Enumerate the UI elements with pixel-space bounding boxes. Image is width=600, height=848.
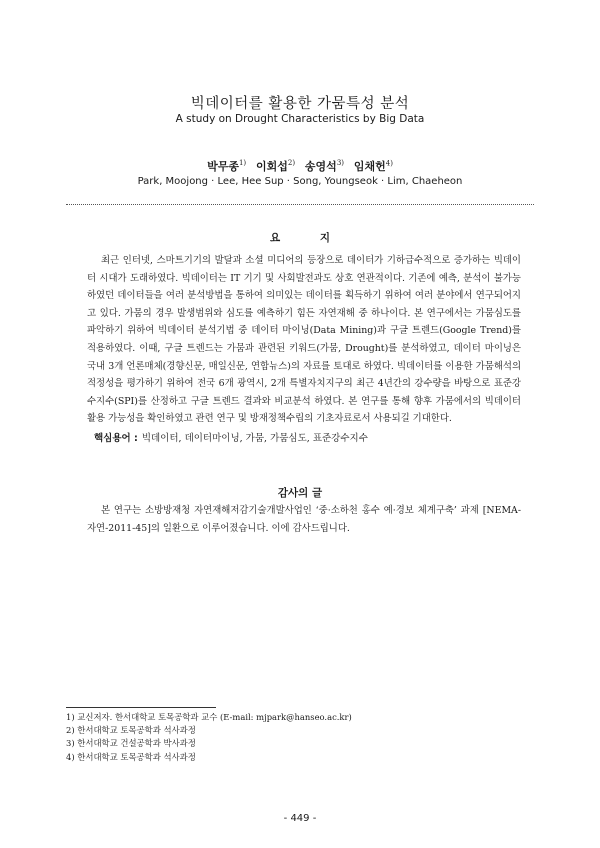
keywords-label: 핵심용어 :	[94, 433, 138, 444]
author-name: 박무종	[207, 160, 239, 173]
footnote: 2) 한서대학교 토목공학과 석사과정	[66, 725, 196, 736]
author-footnote-mark: 1)	[238, 159, 247, 168]
author-footnote-mark: 2)	[287, 159, 296, 168]
acknowledgment-heading: 감사의 글	[277, 487, 323, 499]
author-footnote-mark: 4)	[385, 159, 393, 168]
abstract-heading: 요 지	[270, 232, 348, 244]
author-4	[354, 160, 393, 173]
footnote: 1) 교신저자. 한서대학교 토목공학과 교수 (E-mail: mjpark@hanseo.ac.kr)	[66, 712, 352, 722]
author-1	[207, 160, 252, 173]
author-3	[305, 160, 350, 173]
keywords-value: 빅데이터, 데이터마이닝, 가뭄, 가뭄심도, 표준강수지수	[141, 433, 368, 444]
author-footnote-mark: 3)	[336, 159, 344, 168]
paper-title-korean: 빅데이터를 활용한 가뭄특성 분석	[190, 96, 410, 112]
footnote: 3) 한서대학교 건설공학과 박사과정	[66, 738, 196, 749]
author-name: 임채헌	[353, 160, 386, 173]
acknowledgment-body: 본 연구는 소방방재청 자연재해저감기술개발사업인 ‘중·소하천 홍수 예·경보 체계구축’ 과제 [NEMA-자연-2011-45]의 일환으로 이루어졌습니다. 이에 감사드립니다.	[87, 505, 521, 534]
header-divider	[66, 204, 534, 205]
footnote: 4) 한서대학교 토목공학과 석사과정	[66, 751, 196, 762]
authors-korean	[0, 158, 600, 174]
paper-title-english: A study on Drought Characteristics by Big Data	[175, 113, 425, 125]
keywords	[94, 430, 524, 444]
abstract-body: 최근 인터넷, 스마트기기의 발달과 소셜 미디어의 등장으로 데이터가 기하급수적으로 증가하는 빅데이터 시대가 도래하였다. 빅데이터는 IT 기기 및 사회발전과도 상호 연관적이다. 기존에 예측, 분석이 불가능하였던 데이터들을 여러 분석방법을 통하여 의미있는 데이터를 획득하기 위하여 여러 분야에서 연구되어지고 있다. 가뭄의 경우 발생범위와 심도를 예측하기 힘든 자연재해 중 하나이다. 본 연구에서는 가뭄심도를 파악하기 위하여 빅데이터 분석기법 중 데이터 마이닝(Data Mining)과 구글 트렌드(Google Trend)를 적용하였다. 이때, 구글 트렌드는 가뭄과 관련된 키워드(가뭄, Drought)를 분석하였고, 데이터 마이닝은 국내 3개 언론매체(경향신문, 매일신문, 연합뉴스)의 자료를 토대로 하였다. 빅데이터를 이용한 가뭄해석의 적정성을 평가하기 위하여 전국 6개 광역시, 2개 특별자치지구의 최근 4년간의 강수량을 바탕으로 표준강수지수(SPI)를 산정하고 구글 트렌드 결과와 비교분석 하였다. 본 연구를 통해 향후 가뭄에서의 빅데이터 활용 가능성을 확인하였고 관련 연구 및 방재정책수립의 기초자료로서 사용되길 기대한다.	[87, 255, 521, 425]
author-name: 이회섭	[256, 160, 288, 173]
author-name: 송영석	[304, 160, 337, 173]
footnote-divider	[66, 707, 216, 708]
author-2	[256, 160, 301, 173]
authors-english: Park, Moojong · Lee, Hee Sup · Song, Youngseok · Lim, Chaeheon	[137, 176, 463, 187]
page-number: - 449 -	[283, 813, 317, 824]
footnotes	[66, 711, 536, 764]
